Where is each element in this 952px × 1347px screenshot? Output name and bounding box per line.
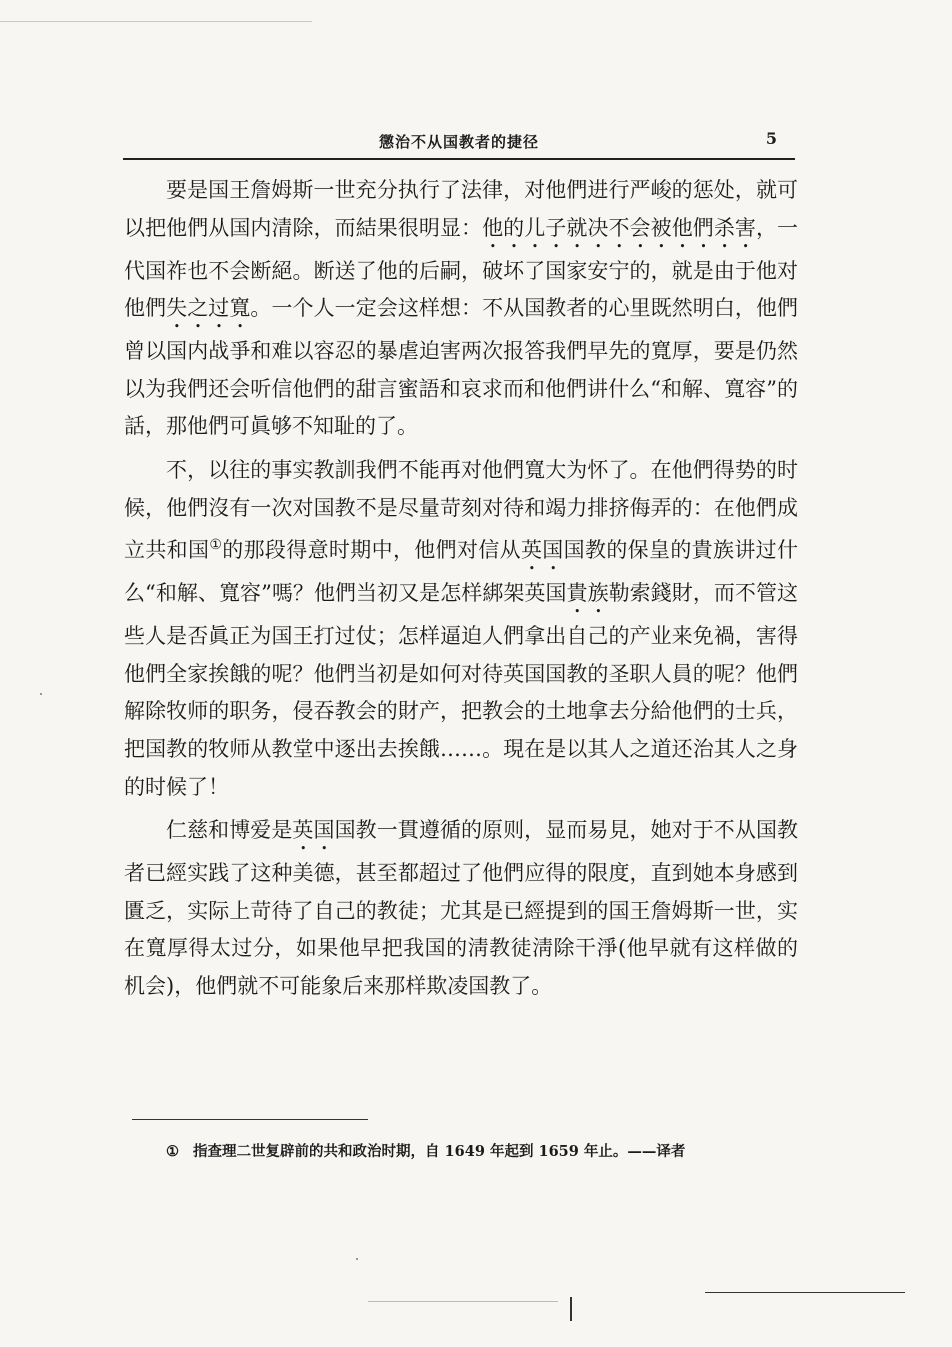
scan-artifact-line <box>368 1301 558 1302</box>
text-segment: 不，以往的事实教訓我們不能再对他們寬大为怀了。在他們得势的时候，他們沒有一次对国教不是尽量苛刻对待和竭力排挤侮弄的：在他們成立共和国 <box>124 457 798 563</box>
footnote-text: 指查理二世复辟前的共和政治时期，自 1649 年起到 1659 年止。——译者 <box>193 1143 686 1160</box>
text-segment: 詹姆斯 <box>250 178 314 202</box>
footnote <box>166 1140 685 1161</box>
text-segment: 的那段得意时期中，他們对信从 <box>222 538 521 563</box>
paragraph-1 <box>124 172 798 446</box>
footnote-rule <box>132 1119 368 1120</box>
text-segment: 国教的保皇的貴族讲过什么“和解、寬容”嗎？他們当初又是怎样綁架英国 <box>124 538 799 606</box>
footnote-marker: ① <box>166 1143 179 1160</box>
body-text <box>124 172 798 1012</box>
text-segment: 国教一貫遵循的原则，显而易見，她对于不从国教者已經实践了这种美德，甚至都超过了他們应得的限度，直到她本身感到匱乏，实际上苛待了自己的教徒；尤其是已經提到的国王詹姆斯一世，实在寬厚得太过分，如果他早把我国的淸教徒淸除干淨(他早就有这样做的机会)，他們就不可能象后来那样欺凌国教了。 <box>124 818 799 998</box>
scan-artifact-line <box>0 21 312 22</box>
text-segment: 。一个人一定会这样想：不从国教者的心里既然明白，他們曾以国内战爭和难以容忍的暴虐迫害两次报答我們早先的寬厚，要是仍然以为我們还会听信他們的甜言蜜語和哀求而和他們讲什么“和解、寬容”的話，那他們可眞够不知耻的了。 <box>124 296 799 439</box>
scan-artifact-mark <box>570 1297 572 1321</box>
emphasized-text: 失之过寬 <box>166 296 251 321</box>
text-segment: ，一代国祚也不会断絕。断送了他的后嗣，破坏了国家安宁的，就是由于他对他們 <box>124 215 799 321</box>
running-header <box>123 128 795 160</box>
scan-speck <box>356 1258 358 1260</box>
text-segment: 勒索錢財，而不管这些人是否眞正为国王打过仗；怎样逼迫人們拿出自己的产业来免禍，害得他們全家挨餓的呢？他們当初是如何对待英国国教的圣职人員的呢？他們解除牧师的职务，侵吞教会的財产，把教会的土地拿去分給他們的士兵，把国教的牧师从教堂中逐出去挨餓……。現在是以其人之道还治其人之身的时候了！ <box>124 581 799 799</box>
text-segment: 仁慈和博爱是 <box>166 818 293 843</box>
header-title: 懲治不从国教者的捷径 <box>378 133 539 151</box>
paragraph-3 <box>124 812 798 1005</box>
emphasized-text: 貴族 <box>566 581 609 606</box>
emphasized-text: 英国 <box>520 538 564 563</box>
scan-speck <box>40 693 42 695</box>
text-segment: 要是国王 <box>166 178 251 202</box>
page-number: 5 <box>765 129 777 148</box>
emphasized-text: 他的儿子就决不会被他們杀害 <box>482 215 756 240</box>
emphasized-text: 英国 <box>292 818 335 843</box>
scan-artifact-line <box>705 1292 905 1293</box>
footnote-reference: ① <box>209 537 223 554</box>
paragraph-2 <box>124 452 798 806</box>
text-segment: 一世充分执行了法律，对他們进行严峻的惩处，就可以把他們从国内清除，而結果很明显： <box>124 178 799 240</box>
